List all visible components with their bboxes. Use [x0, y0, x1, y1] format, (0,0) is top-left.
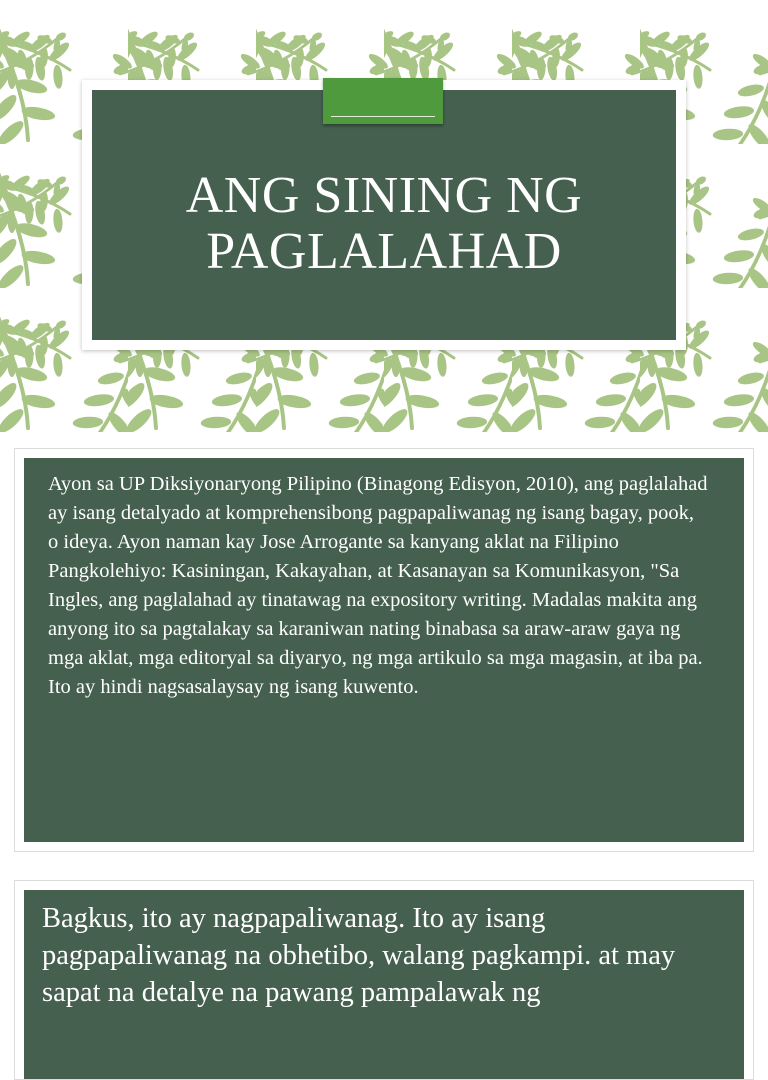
body-paragraph: Bagkus, ito ay nagpapaliwanag. Ito ay isang pagpapaliwanag na obhetibo, walang pagkampi. at may sapat na detalye na pawang pampalawak ng — [42, 903, 676, 1008]
title-frame — [82, 80, 686, 350]
content-panel — [24, 890, 744, 1079]
content-panel — [24, 458, 744, 842]
content-slide-2 — [14, 880, 754, 1080]
slide-title: ANG SINING NG PAGLALAHAD — [185, 167, 583, 280]
accent-tab — [323, 78, 443, 124]
title-panel — [92, 90, 676, 340]
content-slide-1 — [14, 448, 754, 852]
body-paragraph: Ayon sa UP Diksiyonaryong Pilipino (Binagong Edisyon, 2010), ang paglalahad ay isang detalyado at komprehensibong pagpapaliwanag ng isang bagay, pook, o ideya. Ayon naman kay Jose Arrogante sa kanyang aklat na Filipino Pangkolehiyo: Kasiningan, Kakayahan, at Kasanayan sa Komunikasyon, "Sa Ingles, ang paglalahad ay tinatawag na expository writing. Madalas makita ang anyong ito sa pagtalakay sa karaniwan nating binabasa sa araw-araw gaya ng mga aklat, mga editoryal sa diyaryo, ng mga artikulo sa mga magasin, at iba pa. Ito ay hindi nagsasalaysay ng isang kuwento. — [48, 473, 708, 698]
title-slide — [0, 0, 768, 432]
accent-tab-rule — [331, 116, 435, 117]
